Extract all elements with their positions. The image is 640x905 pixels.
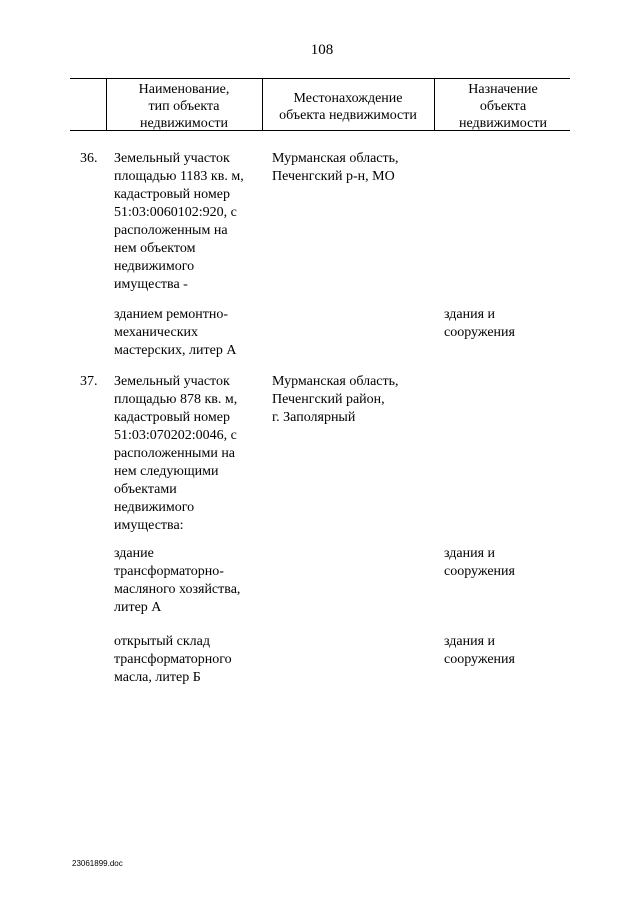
header-name-column <box>108 81 260 132</box>
text-line: трансформаторного <box>114 652 232 667</box>
row-item-purpose <box>444 545 515 581</box>
header-divider-2 <box>262 78 263 131</box>
text-line: имущества: <box>114 518 184 533</box>
text-line: Мурманская область, <box>272 374 399 389</box>
text-line: Земельный участок <box>114 151 230 166</box>
text-line: здания и <box>444 307 496 322</box>
header-purpose-column <box>436 81 570 132</box>
text-line: масла, литер Б <box>114 670 201 685</box>
text-line: Мурманская область, <box>272 151 399 166</box>
text-line: недвижимого <box>114 259 195 274</box>
text-line: сооружения <box>444 652 515 667</box>
text-line: трансформаторно- <box>114 564 224 579</box>
row-item-name <box>114 633 232 687</box>
text-line: открытый склад <box>114 634 210 649</box>
text-line: объектами <box>114 482 177 497</box>
row-land-description <box>114 373 237 535</box>
text-line: нем объектом <box>114 241 196 256</box>
text-line: механических <box>114 325 199 340</box>
text-line: нем следующими <box>114 464 219 479</box>
header-purpose-line: объекта <box>479 99 527 114</box>
row-item-purpose <box>444 633 515 669</box>
text-line: зданием ремонтно- <box>114 307 229 322</box>
row-item-name <box>114 306 236 360</box>
row-location <box>272 150 399 186</box>
header-name-line: недвижимости <box>140 116 228 131</box>
header-location-line: объекта недвижимости <box>279 108 417 123</box>
text-line: здания и <box>444 634 496 649</box>
row-land-description <box>114 150 244 294</box>
header-purpose-line: Назначение <box>468 82 538 97</box>
header-location-line: Местонахождение <box>293 91 403 106</box>
header-divider-1 <box>106 78 107 131</box>
text-line: кадастровый номер <box>114 187 230 202</box>
text-line: литер А <box>114 600 162 615</box>
text-line: здания и <box>444 546 496 561</box>
text-line: сооружения <box>444 564 515 579</box>
text-line: г. Заполярный <box>272 410 356 425</box>
row-item-purpose <box>444 306 515 342</box>
text-line: Печенгский р-н, МО <box>272 169 395 184</box>
text-line: Печенгский район, <box>272 392 385 407</box>
text-line: площадью 878 кв. м, <box>114 392 238 407</box>
text-line: кадастровый номер <box>114 410 230 425</box>
text-line: расположенными на <box>114 446 236 461</box>
document-file-code: 23061899.doc <box>72 859 123 868</box>
header-name-line: тип объекта <box>148 99 220 114</box>
text-line: здание <box>114 546 154 561</box>
header-name-line: Наименование, <box>138 82 230 97</box>
row-number: 36. <box>80 151 98 166</box>
text-line: расположенным на <box>114 223 228 238</box>
table-top-rule <box>70 78 570 79</box>
header-purpose-line: недвижимости <box>459 116 547 131</box>
text-line: Земельный участок <box>114 374 230 389</box>
row-number: 37. <box>80 374 98 389</box>
text-line: 51:03:070202:0046, с <box>114 428 237 443</box>
text-line: 51:03:0060102:920, с <box>114 205 237 220</box>
text-line: имущества - <box>114 277 188 292</box>
row-item-name <box>114 545 240 617</box>
row-location <box>272 373 399 427</box>
header-divider-3 <box>434 78 435 131</box>
header-location-column <box>264 90 432 124</box>
text-line: масляного хозяйства, <box>114 582 241 597</box>
text-line: недвижимого <box>114 500 195 515</box>
text-line: мастерских, литер А <box>114 343 237 358</box>
text-line: сооружения <box>444 325 515 340</box>
text-line: площадью 1183 кв. м, <box>114 169 244 184</box>
page-number: 108 <box>310 42 334 58</box>
